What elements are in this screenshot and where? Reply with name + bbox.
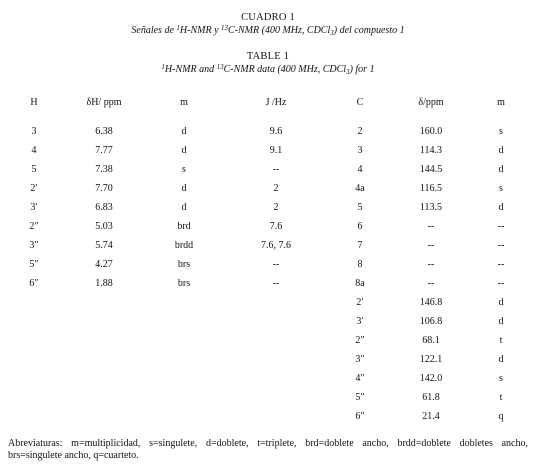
table-cell: d	[498, 316, 504, 327]
column-header: J /Hz	[265, 97, 287, 108]
table-row	[8, 217, 528, 236]
cuadro-title: CUADRO 1	[241, 12, 295, 23]
table-cell: 6″	[29, 278, 39, 289]
table-cell: brs	[177, 259, 191, 270]
table-row	[8, 198, 528, 217]
table-cell: t	[499, 335, 503, 346]
table-cell	[148, 312, 220, 331]
table-cell: d	[498, 202, 504, 213]
table-header-row	[8, 93, 528, 112]
table-cell: s	[499, 183, 503, 194]
table-row	[8, 407, 528, 426]
table-cell	[220, 369, 332, 388]
table-cell: --	[497, 259, 505, 270]
table-cell: 21.4	[422, 411, 440, 422]
table-cell	[8, 388, 60, 407]
table-cell: 2	[273, 202, 279, 213]
table-cell: 68.1	[422, 335, 440, 346]
table-cell: 6	[357, 221, 363, 232]
table-cell: s	[499, 373, 503, 384]
table-title: TABLE 1	[246, 51, 290, 62]
table-cell: 5″	[355, 392, 365, 403]
table-cell: 3′	[356, 316, 364, 327]
table-cell: 114.3	[419, 145, 443, 156]
table-cell: --	[427, 240, 435, 251]
table-cell: 4	[357, 164, 363, 175]
table-cell	[148, 350, 220, 369]
table-cell: brs	[177, 278, 191, 289]
table-cell: brdd	[174, 240, 194, 251]
table-cell: 116.5	[419, 183, 443, 194]
column-header: C	[356, 97, 364, 108]
table-row	[8, 274, 528, 293]
table-cell: d	[181, 202, 187, 213]
table-cell	[60, 369, 148, 388]
table-cell: 3	[357, 145, 363, 156]
table-cell: 5.74	[95, 240, 113, 251]
table-cell	[148, 388, 220, 407]
table-cell: --	[427, 221, 435, 232]
table-cell: 61.8	[422, 392, 440, 403]
table-cell: 8a	[355, 278, 365, 289]
table-cell: 113.5	[419, 202, 443, 213]
table-cell: q	[498, 411, 504, 422]
column-header: m	[497, 97, 505, 108]
column-header: δH/ ppm	[86, 97, 122, 108]
table-cell: 2	[273, 183, 279, 194]
table-cell	[60, 407, 148, 426]
table-row	[8, 160, 528, 179]
table-cell: 2″	[29, 221, 39, 232]
table-cell: --	[497, 278, 505, 289]
table-cell: --	[272, 164, 280, 175]
table-cell: 5.03	[95, 221, 113, 232]
table-cell: 7.38	[95, 164, 113, 175]
table-cell: 5	[357, 202, 363, 213]
table-cell: --	[427, 278, 435, 289]
table-cell: 9.1	[269, 145, 283, 156]
table-cell: 6″	[355, 411, 365, 422]
table-cell: 4	[31, 145, 37, 156]
table-cell: d	[498, 145, 504, 156]
table-cell: s	[499, 126, 503, 137]
table-cell: s	[182, 164, 186, 175]
table-cell	[60, 388, 148, 407]
table-cell: 7.77	[95, 145, 113, 156]
table-cell: 6.83	[95, 202, 113, 213]
table-caption: $^1$H-NMR and $^{13}$C-NMR data (400 MHz, CDCl$_3$) for 1	[161, 63, 375, 76]
table-cell: 3″	[29, 240, 39, 251]
table-cell	[60, 293, 148, 312]
table-cell	[60, 312, 148, 331]
table-row	[8, 369, 528, 388]
table-cell	[8, 331, 60, 350]
table-cell: 2″	[355, 335, 365, 346]
table-cell: 3	[31, 126, 37, 137]
table-cell	[8, 350, 60, 369]
table-cell: --	[427, 259, 435, 270]
table-cell: --	[272, 259, 280, 270]
table-cell: d	[181, 145, 187, 156]
cuadro-caption: Señales de $^1$H-NMR y $^{13}$C-NMR (400 MHz, CDCl$_3$) del compuesto 1	[131, 24, 405, 37]
table-cell: d	[181, 183, 187, 194]
table-cell: 7.6	[269, 221, 283, 232]
table-row	[8, 350, 528, 369]
table-cell: 4″	[355, 373, 365, 384]
table-cell: 122.1	[419, 354, 443, 365]
table-cell	[8, 369, 60, 388]
table-row	[8, 122, 528, 141]
table-cell: 2′	[30, 183, 38, 194]
table-cell: 7.6, 7.6	[261, 240, 291, 251]
table-cell	[220, 407, 332, 426]
table-cell: 5	[31, 164, 37, 175]
table-cell: --	[497, 240, 505, 251]
table-cell	[220, 312, 332, 331]
table-cell	[8, 407, 60, 426]
column-header: H	[30, 97, 38, 108]
column-header: m	[180, 97, 188, 108]
table-cell: d	[498, 354, 504, 365]
table-cell	[220, 350, 332, 369]
table-row	[8, 179, 528, 198]
table-cell: brd	[177, 221, 191, 232]
table-cell: 2	[357, 126, 363, 137]
table-cell: 3″	[355, 354, 365, 365]
table-cell: --	[497, 221, 505, 232]
table-row	[8, 312, 528, 331]
table-cell	[148, 369, 220, 388]
table-row	[8, 388, 528, 407]
table-cell	[60, 331, 148, 350]
table-cell: 2′	[356, 297, 364, 308]
table-cell	[220, 293, 332, 312]
table-row	[8, 293, 528, 312]
nmr-data-table	[8, 93, 528, 426]
table-cell: 146.8	[419, 297, 443, 308]
table-cell	[148, 293, 220, 312]
table-cell: 9.6	[269, 126, 283, 137]
table-cell: d	[498, 297, 504, 308]
table-cell: 142.0	[419, 373, 443, 384]
table-cell: 1.88	[95, 278, 113, 289]
table-cell: 144.5	[419, 164, 443, 175]
table-cell	[60, 350, 148, 369]
footnote-abbreviations: Abreviaturas: m=multiplicidad, s=singulete, d=doblete, t=triplete, brd=doblete ancho, brdd=doblete dobletes ancho, brs=singulete ancho, q=cuarteto.	[8, 438, 528, 461]
table-row	[8, 255, 528, 274]
table-row	[8, 141, 528, 160]
table-cell: 5″	[29, 259, 39, 270]
table-cell: --	[272, 278, 280, 289]
table-cell	[8, 312, 60, 331]
table-cell: d	[498, 164, 504, 175]
table-cell: 3′	[30, 202, 38, 213]
table-cell: 4.27	[95, 259, 113, 270]
table-cell: t	[499, 392, 503, 403]
table-cell: 4a	[355, 183, 365, 194]
table-row	[8, 331, 528, 350]
table-cell: 7.70	[95, 183, 113, 194]
table-cell	[8, 293, 60, 312]
column-header: δ/ppm	[418, 97, 444, 108]
table-cell: 106.8	[419, 316, 443, 327]
table-cell: 160.0	[419, 126, 443, 137]
table-cell	[220, 331, 332, 350]
table-cell: 7	[357, 240, 363, 251]
table-cell	[220, 388, 332, 407]
table-cell	[148, 331, 220, 350]
table-cell	[148, 407, 220, 426]
table-row	[8, 236, 528, 255]
table-cell: 6.38	[95, 126, 113, 137]
table-cell: d	[181, 126, 187, 137]
table-cell: 8	[357, 259, 363, 270]
